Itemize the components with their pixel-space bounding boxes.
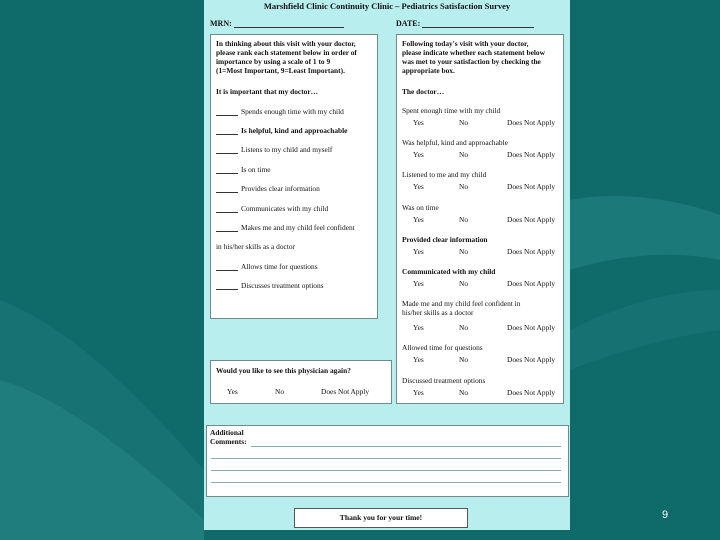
mrn-blank[interactable] xyxy=(234,19,344,28)
rate-na[interactable]: Does Not Apply xyxy=(507,323,556,332)
thank-you-banner: Thank you for your time! xyxy=(294,508,468,528)
rate-intro-line: please indicate whether each statement below xyxy=(402,48,545,57)
rate-na[interactable]: Does Not Apply xyxy=(507,247,556,256)
rank-item-continuation: in his/her skills as a doctor xyxy=(216,242,296,251)
rate-yes[interactable]: Yes xyxy=(413,388,424,397)
rate-yes[interactable]: Yes xyxy=(413,355,424,364)
rate-no[interactable]: No xyxy=(459,215,469,224)
rate-yes[interactable]: Yes xyxy=(413,150,424,159)
comment-line[interactable] xyxy=(211,470,561,471)
rate-intro-line: appropriate box. xyxy=(402,66,455,75)
page-number: 9 xyxy=(662,509,669,521)
rate-no[interactable]: No xyxy=(459,182,469,191)
rank-intro-line: please rank each statement below in order of xyxy=(216,48,357,57)
see-again-no[interactable]: No xyxy=(275,387,285,396)
comments-box[interactable] xyxy=(206,425,569,497)
rate-na[interactable]: Does Not Apply xyxy=(507,355,556,364)
rank-blank[interactable] xyxy=(216,166,238,174)
date-field[interactable] xyxy=(396,19,534,28)
rate-yes[interactable]: Yes xyxy=(413,247,424,256)
rank-item[interactable]: Makes me and my child feel confident xyxy=(216,223,355,232)
rate-lead: The doctor… xyxy=(402,87,445,96)
rank-box xyxy=(210,34,378,319)
rank-blank[interactable] xyxy=(216,263,238,271)
rank-item[interactable]: Communicates with my child xyxy=(216,204,328,213)
rate-item: Communicated with my child xyxy=(402,267,496,276)
rate-no[interactable]: No xyxy=(459,388,469,397)
comments-label: Additional xyxy=(210,428,244,437)
rate-na[interactable]: Does Not Apply xyxy=(507,279,556,288)
rate-na[interactable]: Does Not Apply xyxy=(507,118,556,127)
rank-blank[interactable] xyxy=(216,108,238,116)
survey-form xyxy=(204,0,570,530)
rate-na[interactable]: Does Not Apply xyxy=(507,388,556,397)
rate-item: Allowed time for questions xyxy=(402,343,483,352)
rate-na[interactable]: Does Not Apply xyxy=(507,215,556,224)
rate-box xyxy=(396,34,564,404)
rate-item: Provided clear information xyxy=(402,235,488,244)
rate-item: Made me and my child feel confident in xyxy=(402,299,521,308)
rate-na[interactable]: Does Not Apply xyxy=(507,150,556,159)
see-again-box xyxy=(210,360,392,404)
mrn-field[interactable] xyxy=(210,19,344,28)
rate-no[interactable]: No xyxy=(459,118,469,127)
rank-blank[interactable] xyxy=(216,224,238,232)
rate-item: Was on time xyxy=(402,203,439,212)
mrn-label: MRN: xyxy=(210,19,232,28)
rank-item[interactable]: Allows time for questions xyxy=(216,262,318,271)
rank-blank[interactable] xyxy=(216,146,238,154)
rate-no[interactable]: No xyxy=(459,355,469,364)
rank-blank[interactable] xyxy=(216,185,238,193)
comment-line[interactable] xyxy=(211,482,561,483)
rate-yes[interactable]: Yes xyxy=(413,279,424,288)
rate-intro-line: Following today's visit with your doctor, xyxy=(402,39,529,48)
rate-item: Listened to me and my child xyxy=(402,170,487,179)
comment-line[interactable] xyxy=(251,446,561,447)
rank-item[interactable]: Is helpful, kind and approachable xyxy=(216,126,347,135)
rate-item: Was helpful, kind and approachable xyxy=(402,138,508,147)
rate-item-continuation: his/her skills as a doctor xyxy=(402,308,474,317)
rate-item: Discussed treatment options xyxy=(402,376,486,385)
survey-title: Marshfield Clinic Continuity Clinic – Pediatrics Satisfaction Survey xyxy=(263,1,511,11)
rate-yes[interactable]: Yes xyxy=(413,182,424,191)
see-again-yes[interactable]: Yes xyxy=(227,387,238,396)
see-again-na[interactable]: Does Not Apply xyxy=(321,387,370,396)
see-again-question: Would you like to see this physician again? xyxy=(216,366,351,375)
rank-intro-line: importance by using a scale of 1 to 9 xyxy=(216,57,331,66)
rank-item[interactable]: Discusses treatment options xyxy=(216,281,324,290)
date-label: DATE: xyxy=(396,19,421,28)
rank-item[interactable]: Provides clear information xyxy=(216,184,320,193)
rank-intro-line: In thinking about this visit with your doctor, xyxy=(216,39,356,48)
rank-lead: It is important that my doctor… xyxy=(216,87,319,96)
rank-blank[interactable] xyxy=(216,282,238,290)
rank-item[interactable]: Is on time xyxy=(216,165,271,174)
rate-no[interactable]: No xyxy=(459,279,469,288)
rank-item[interactable]: Spends enough time with my child xyxy=(216,107,344,116)
comment-line[interactable] xyxy=(211,458,561,459)
rate-no[interactable]: No xyxy=(459,247,469,256)
rate-intro-line: was met to your satisfaction by checking the xyxy=(402,57,541,66)
rank-item[interactable]: Listens to my child and myself xyxy=(216,145,332,154)
rank-blank[interactable] xyxy=(216,205,238,213)
rank-blank[interactable] xyxy=(216,127,238,135)
rank-intro-line: (1=Most Important, 9=Least Important). xyxy=(216,66,345,75)
rate-yes[interactable]: Yes xyxy=(413,215,424,224)
comments-label: Comments: xyxy=(210,437,247,446)
rate-yes[interactable]: Yes xyxy=(413,118,424,127)
date-blank[interactable] xyxy=(422,19,534,28)
rate-no[interactable]: No xyxy=(459,323,469,332)
rate-yes[interactable]: Yes xyxy=(413,323,424,332)
rate-item: Spent enough time with my child xyxy=(402,106,501,115)
rate-no[interactable]: No xyxy=(459,150,469,159)
rate-na[interactable]: Does Not Apply xyxy=(507,182,556,191)
